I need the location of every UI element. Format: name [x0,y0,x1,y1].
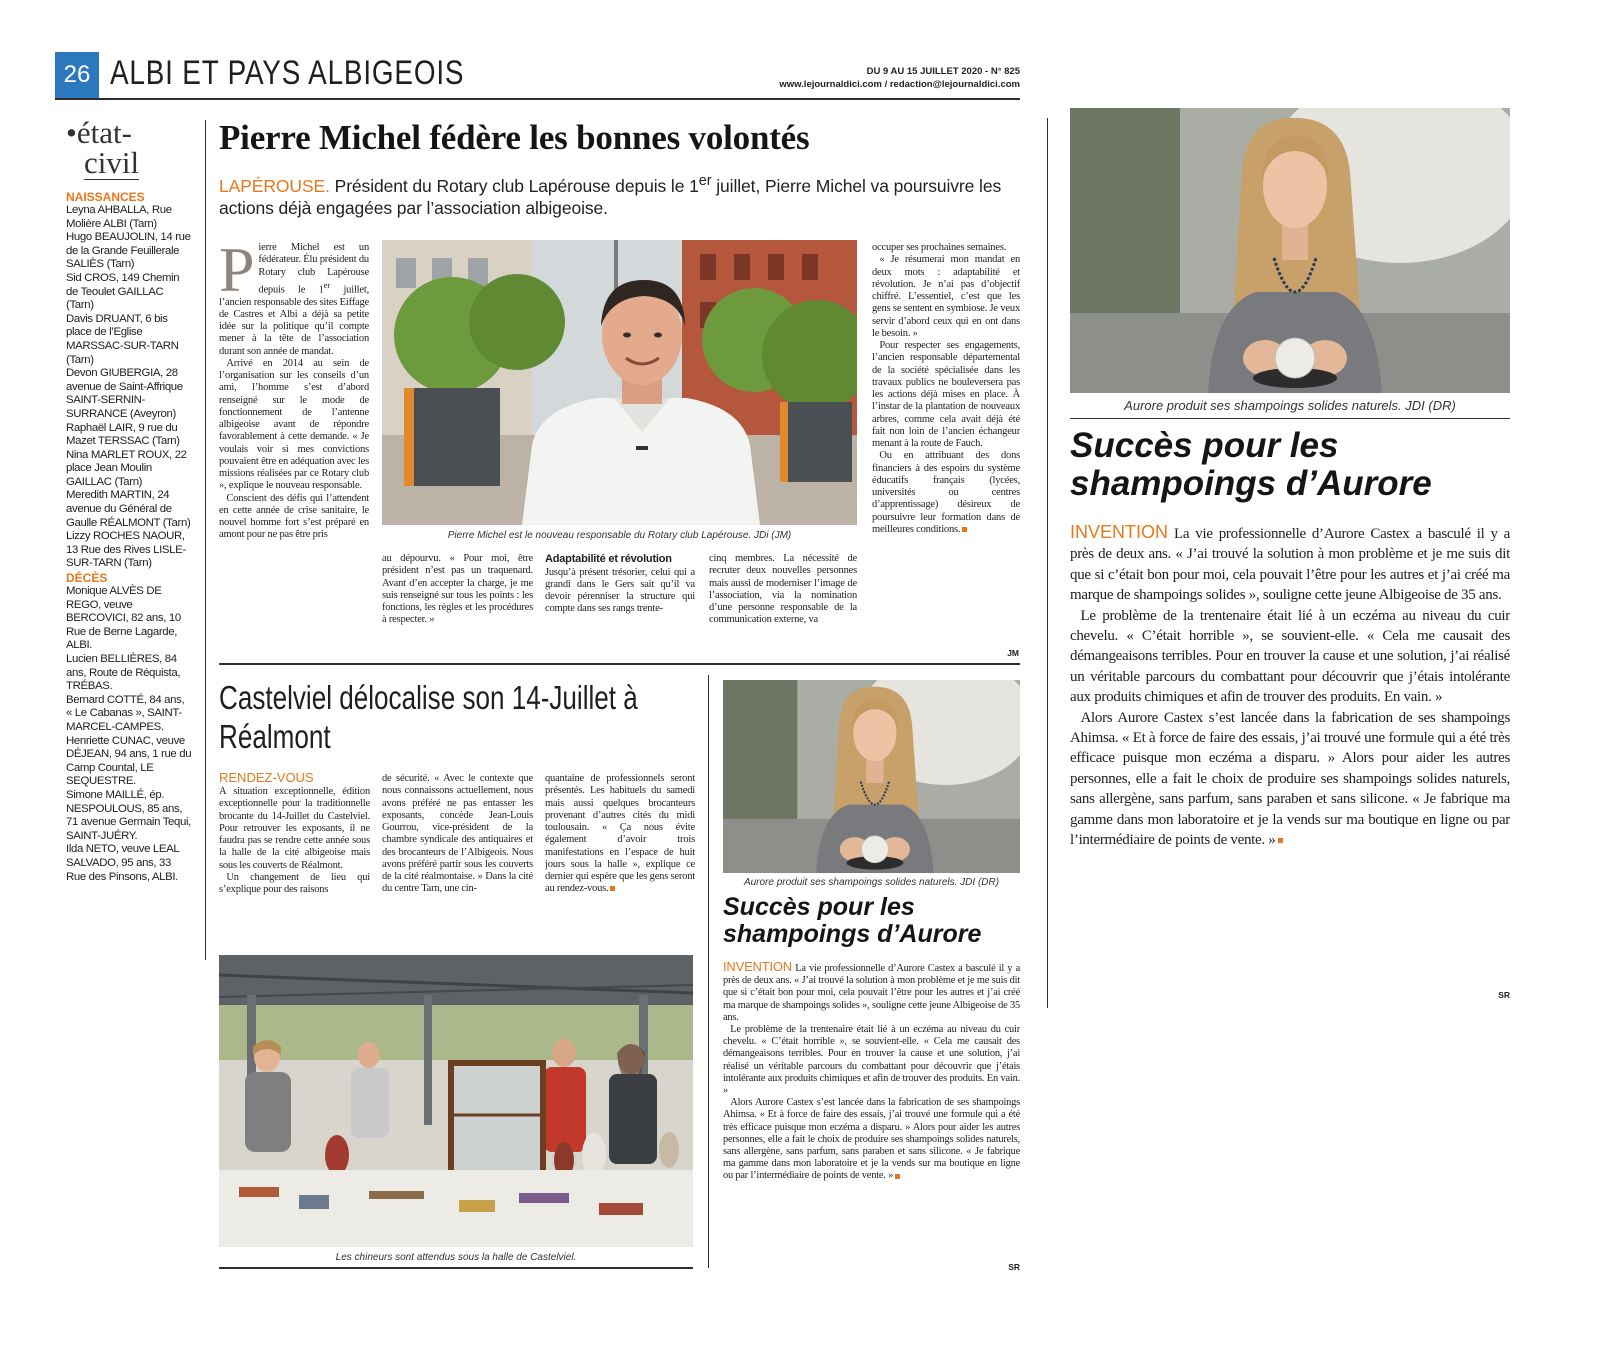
photo-illustration [1070,108,1510,393]
photo-brocante [219,955,693,1247]
author-signature: JM [1007,648,1019,658]
article-divider [219,1267,693,1269]
main-article-lead [219,170,1019,219]
body-paragraph: au dépourvu. « Pour moi, être président n’est pas un traquenard. Avant d’en accepter la charge, je me suis renseigné sur tous les points : les fonctions, les règles et les procédures à respecter. » [382,553,533,626]
death-entry: Henriette CUNAC, veuve DÉJEAN, 94 ans, 1 rue du Camp Countal, LE SEQUESTRE. [66,734,192,788]
photo-caption: Aurore produit ses shampoings solides naturels. JDI (DR) [1124,398,1456,413]
main-article-column-5 [872,242,1020,660]
death-entry: Ilda NETO, veuve LEAL SALVADO, 95 ans, 33 Rue des Pinsons, ALBI. [66,843,179,883]
birth-entry: Lizzy ROCHES NAOUR, 13 Rue des Rives LISLE-SUR-TARN (Tarn) [66,530,186,570]
birth-entry: Raphaël LAIR, 9 rue du Mazet TERSSAC (Tarn) [66,421,180,448]
photo-caption: Aurore produit ses shampoings solides naturels. JDI (DR) [743,877,1000,888]
birth-entry: Devon GIUBERGIA, 28 avenue de Saint-Affrique SAINT-SERNIN-SURRANCE (Aveyron) [66,367,183,420]
body-paragraph: Un changement de lieu qui s’explique pour des raisons [219,871,370,895]
body-paragraph [723,1097,1020,1182]
end-mark [610,886,615,891]
birth-entry: Davis DRUANT, 6 bis place de l’Eglise MARSSAC-SUR-TARN (Tarn) [66,312,179,366]
birth-entry: Meredith MARTIN, 24 avenue du Général de Gaulle RÉALMONT (Tarn) [66,489,191,529]
end-mark [962,527,967,532]
caption-rule [1070,418,1510,419]
body-paragraph [545,773,695,896]
main-article-column-4 [709,553,857,657]
castelviel-column-3 [545,773,695,948]
lead-kicker: LAPÉROUSE. [219,175,330,196]
aurore-kicker: INVENTION [1070,522,1169,542]
lead-text: Président du Rotary club Lapérouse depuis le 1 [334,175,699,196]
photo-illustration [219,955,693,1247]
issue-date: DU 9 AU 15 JUILLET 2020 - N° 825 [866,66,1020,77]
body-paragraph [219,242,369,358]
etat-civil-heading [66,115,192,180]
paragraph-text: La vie professionnelle d’Aurore Castex a basculé il y a près de deux ans. « J’ai trouvé la solution à mon problème et je me suis dit que si c’était bon pour moi, cela pouvait l’être pour les autres et j’ai créé ma marque de shampoings solides », souligne cette jeune Albigeoise de 35 ans. [723,963,1020,1023]
body-paragraph: Le problème de la trentenaire était lié à un eczéma au niveau du cuir chevelu. « C’était horrible », se souvient-elle. « Cela me causait des démangeaisons terribles. Pour en trouver la cause et une solution, j’ai réalisé un véritable parcours du combattant pour découvrir que j’étais intolérante aux produits chimiques et afin de trouver des produits. En vain. » [1070,607,1510,706]
death-entry: Monique ALVÈS DE REGO, veuve BERCOVICI, 82 ans, 10 Rue de Berne Lagarde, ALBI. [66,585,181,652]
paragraph-text: juillet, l’ancien responsable des sites Eiffage de Castres et Albi a déjà sa petite idée sur la politique qu’il compte mener à la tête de l’association durant son année de mandat. [219,284,369,357]
paragraph-text: ierre Michel est un fédérateur. Élu président du Rotary club Lapérouse depuis le 1 [258,242,369,296]
heading-line-2: civil [84,145,140,180]
subheading: Adaptabilité et révolution [545,553,672,565]
photo-pierre-michel [382,240,857,525]
body-paragraph: Pour respecter ses engagements, l’ancien responsable départemental de la société spécialisée dans les travaux publics ne bouleversera pas les actions déjà mises en place. À l’instar de la plantation de nouveaux arbres, comme cela avait déjà été fait non loin de l’ancien échangeur menant à la route de Fauch. [872,340,1020,449]
body-paragraph: de sécurité. « Avec le contexte que nous connaissons actuellement, nous avons préféré ne pas entasser les exposants, concède Jean-Louis Gourrou, vice-président de la chambre syndicale des antiquaires et des brocanteurs de l’Albigeois. Nous avons préféré partir sous les couverts de la cité réalmontaise. » Dans la cité du centre Tarn, une cin- [382,773,533,895]
paragraph-text: Ou en attribuant des dons financiers à des espoirs du système éducatifs français (lycées, universités ou centres d’apprentissage) désireux de poursuivre leur formation dans de meilleures conditions. [872,450,1020,535]
body-paragraph: « Je résumerai mon mandat en deux mots : adaptabilité et révolution. Je n’ai pas d’objectif chiffré. L’essentiel, c’est que les gens se sentent en symbiose. Je veux servir d’abord ceux qui en ont dans le besoin. » [872,254,1020,339]
column-divider [205,120,206,960]
page-number: 26 [55,52,99,98]
body-paragraph [872,450,1020,536]
body-paragraph: occuper ses prochaines semaines. [872,242,1007,253]
author-signature: SR [1498,990,1510,1000]
main-article-column-3 [545,553,695,657]
column-divider [708,675,709,1268]
birth-entry: Hugo BEAUJOLIN, 14 rue de la Grande Feuillerale SALIÈS (Tarn) [66,231,191,271]
paragraph-text: quantaine de professionnels seront présentés. Les habituels du samedi mais aussi quelques brocanteurs provenant d’autres cités du midi toulousain. « Ça nous évite également d’avoir trois manifestations en l’espace de huit jours sous la halle », explique ce dernier qui espère que les gens seront au rendez-vous. [545,773,695,895]
death-entry: Simone MAILLÉ, ép. NESPOULOUS, 85 ans, 71 avenue Germain Tequi, SAINT-JUÉRY. [66,788,191,842]
photo-caption: Pierre Michel est le nouveau responsable du Rotary club Lapérouse. JDi (JM) [447,530,792,541]
etat-civil-column [66,115,192,884]
death-entry: Lucien BELLIÈRES, 84 ans, Route de Réquista, TRÉBAS. [66,653,181,693]
body-paragraph: Le problème de la trentenaire était lié à un eczéma au niveau du cuir chevelu. « C’était horrible », se souvient-elle. « Cela me causait des démangeaisons terribles. Pour en trouver la cause et une solution, j’ai réalisé un véritable parcours du combattant pour découvrir que j’étais intolérante aux produits chimiques et afin de trouver des produits. En vain. » [723,1024,1020,1097]
aurore-headline: Succès pour les shampoings d’Aurore [1070,426,1432,503]
photo-illustration [382,240,857,525]
end-mark [895,1174,900,1179]
aurore-headline: Succès pour les shampoings d’Aurore [723,893,982,948]
body-paragraph: À situation exceptionnelle, édition exceptionnelle pour la traditionnelle brocante du 14-Juillet du Castelviel. Pour retrouver les exposants, il ne faudra pas se rendre cette année sous la halle de la cité albigeoise mais sous les couverts de Réalmont. [219,786,370,871]
body-paragraph: Jusqu’à présent trésorier, celui qui a grandi dans le Gers sait qu’il va devoir pérenniser la structure qui compte dans ses rangs trente- [545,566,695,615]
contact-line: www.lejournaldici.com / redaction@lejournaldici.com [779,79,1020,90]
body-paragraph [723,961,1020,1024]
body-paragraph: Arrivé en 2014 au sein de l’organisation sur les conseils d’un ami, l’homme s’est d’abord renseigné sur le mode de fonctionnement de l’antenne albigeoise avant de répondre favorablement à cette demande. « Je voulais voir si mes convictions pouvaient être en adéquation avec les missions réalisées par ce Rotary club », explique le nouveau responsable. [219,357,369,492]
bullet: • [66,115,77,150]
main-article-column-2 [382,553,533,657]
birth-entry: Leyna AHBALLA, Rue Molière ALBI (Tarn) [66,204,172,230]
castelviel-column-1 [219,786,370,946]
aurore-body [723,961,1020,1183]
end-mark [1278,838,1283,843]
paragraph-text: Alors Aurore Castex s’est lancée dans la fabrication de ses shampoings Ahimsa. « Et à force de faire des essais, j’ai trouvé une formule qui a été très efficace puisque mon eczéma a disparu. » Alors pour aider les autres personnes, elle a fait le choix de produire ses shampoings solides naturels, sans allergène, sans parfum, sans paraben et sans silicone. « Je fabrique ma gamme dans mon laboratoire et je la vends sur ma boutique en ligne ou par l’intermédiaire de points de vente. » [723,1097,1020,1182]
article-divider [219,663,1020,665]
castelviel-headline: Castelviel délocalise son 14-Juillet à Réalmont [219,679,638,755]
main-article-column-1 [219,242,369,657]
body-paragraph: cinq membres. La nécessité de recruter deux nouvelles personnes mais aussi de moderniser l’image de l’association, via la nomination d’une personne responsable de la communication externe, va [709,553,857,626]
castelviel-kicker: RENDEZ-VOUS [219,770,314,785]
aurore-body [1070,522,1510,851]
section-title: ALBI ET PAYS ALBIGEOIS [110,54,465,92]
column-divider [1047,118,1048,1008]
drop-cap: P [219,242,255,305]
body-paragraph [1070,708,1510,851]
superscript: er [323,279,331,290]
author-signature: SR [1008,1262,1020,1272]
photo-aurore-large [1070,108,1510,393]
main-article-headline: Pierre Michel fédère les bonnes volontés [219,118,810,157]
deaths-label: DÉCÈS [66,571,108,586]
header-rule [55,98,1020,100]
death-entry: Bernard COTTÉ, 84 ans, « Le Cabanas », SAINT-MARCEL-CAMPES. [66,693,185,733]
display-cabinet [451,1063,543,1175]
photo-aurore-small [723,680,1020,873]
body-paragraph [1070,522,1510,606]
lead-superscript: er [698,173,712,189]
aurore-kicker: INVENTION [723,961,792,974]
body-paragraph: Conscient des défis qui l’attendent en cette année de crise sanitaire, le nouvel homme fort s’est préparé en amont pour ne pas être pris [219,492,369,541]
paragraph-text: La vie professionnelle d’Aurore Castex a basculé il y a près de deux ans. « J’ai trouvé la solution à mon problème et je me suis dit que si c’était bon pour moi, cela pouvait l’être pour les autres et j’ai créé ma marque de shampoings solides », souligne cette jeune Albigeoise de 35 ans. [1070,526,1510,604]
paragraph-text: Alors Aurore Castex s’est lancée dans la fabrication de ses shampoings Ahimsa. « Et à force de faire des essais, j’ai trouvé une formule qui a été très efficace puisque mon eczéma a disparu. » Alors pour aider les autres personnes, elle a fait le choix de produire ses shampoings solides naturels, sans allergène, sans parfum, sans paraben et sans silicone. « Je fabrique ma gamme dans mon laboratoire et je la vends sur ma boutique en ligne ou par l’intermédiaire de points de vente. » [1070,709,1510,849]
birth-entry: Nina MARLET ROUX, 22 place Jean Moulin GAILLAC (Tarn) [66,448,187,488]
photo-illustration [723,680,1020,873]
lead-text: juillet, Pierre Michel va poursuivre les actions déjà engagées par l’association albigeoise. [219,175,1002,218]
birth-entry: Sid CROS, 149 Chemin de Teoulet GAILLAC (Tarn) [66,271,180,312]
photo-caption: Les chineurs sont attendus sous la halle de Castelviel. [335,1252,577,1263]
heading-line-1: état- [76,115,132,150]
castelviel-column-2 [382,773,533,948]
births-label: NAISSANCES [66,190,145,204]
